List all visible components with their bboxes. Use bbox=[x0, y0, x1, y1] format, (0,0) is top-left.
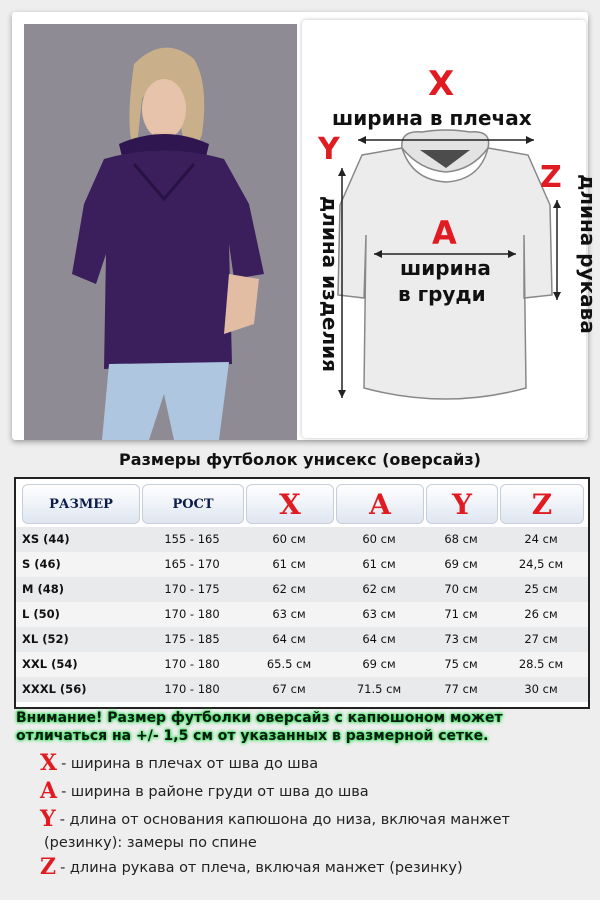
table-row bbox=[16, 627, 588, 652]
header-z: Z bbox=[500, 484, 584, 524]
legend-item-x bbox=[40, 752, 580, 775]
diagram-a-label-1: ширина bbox=[400, 256, 491, 280]
legend-x-text: - ширина в плечах от шва до шва bbox=[61, 756, 319, 772]
cell-z: 30 см bbox=[524, 682, 558, 696]
table-title: Размеры футболок унисекс (оверсайз) bbox=[119, 450, 481, 469]
cell-y: 71 см bbox=[444, 607, 478, 621]
table-row bbox=[16, 577, 588, 602]
header-x: X bbox=[246, 484, 334, 524]
cell-height: 170 - 175 bbox=[164, 582, 220, 596]
diagram-a-label-2: в груди bbox=[398, 282, 486, 306]
diagram-z-letter: Z bbox=[540, 160, 562, 195]
cell-y: 70 см bbox=[444, 582, 478, 596]
cell-a: 61 см bbox=[362, 557, 396, 571]
legend-y-text-1: - длина от основания капюшона до низа, включая манжет bbox=[59, 812, 511, 828]
cell-z: 27 см bbox=[524, 632, 558, 646]
table-header bbox=[16, 479, 588, 527]
cell-size: M (48) bbox=[22, 582, 64, 596]
cell-x: 61 см bbox=[272, 557, 306, 571]
diagram-a-letter: A bbox=[432, 214, 457, 252]
diagram-y-label: длина изделия bbox=[317, 196, 342, 372]
legend-z-text: - длина рукава от плеча, включая манжет (резинку) bbox=[60, 860, 463, 876]
cell-a: 62 см bbox=[362, 582, 396, 596]
warning-line-2: отличаться на +/- 1,5 см от указанных в размерной сетке. bbox=[16, 728, 489, 744]
cell-x: 67 см bbox=[272, 682, 306, 696]
cell-z: 28.5 см bbox=[518, 657, 564, 671]
cell-a: 69 см bbox=[362, 657, 396, 671]
legend-y-text-2: (резинку): замеры по спине bbox=[44, 835, 257, 851]
header-y: Y bbox=[426, 484, 498, 524]
diagram-z-label: длина рукава bbox=[575, 174, 600, 334]
cell-x: 62 см bbox=[272, 582, 306, 596]
cell-a: 63 см bbox=[362, 607, 396, 621]
size-warning bbox=[16, 709, 586, 745]
legend-y-letter: Y bbox=[40, 806, 56, 832]
diagram-x-label: ширина в плечах bbox=[332, 106, 532, 130]
cell-y: 77 см bbox=[444, 682, 478, 696]
cell-height: 165 - 170 bbox=[164, 557, 220, 571]
legend-z-letter: Z bbox=[40, 854, 57, 880]
measurement-diagram bbox=[302, 20, 600, 438]
cell-size: XS (44) bbox=[22, 532, 70, 546]
cell-z: 24,5 см bbox=[518, 557, 564, 571]
cell-size: XL (52) bbox=[22, 632, 69, 646]
cell-x: 63 см bbox=[272, 607, 306, 621]
cell-height: 175 - 185 bbox=[164, 632, 220, 646]
table-row bbox=[16, 527, 588, 552]
legend-a-letter: A bbox=[40, 778, 58, 804]
header-height: РОСТ bbox=[142, 484, 244, 524]
product-photo bbox=[24, 24, 297, 440]
cell-x: 64 см bbox=[272, 632, 306, 646]
cell-height: 170 - 180 bbox=[164, 607, 220, 621]
product-card bbox=[12, 12, 600, 440]
cell-x: 60 см bbox=[272, 532, 306, 546]
cell-size: S (46) bbox=[22, 557, 61, 571]
cell-y: 69 см bbox=[444, 557, 478, 571]
cell-y: 73 см bbox=[444, 632, 478, 646]
legend-item-y-cont bbox=[44, 832, 584, 854]
cell-height: 170 - 180 bbox=[164, 682, 220, 696]
cell-size: L (50) bbox=[22, 607, 60, 621]
cell-height: 155 - 165 bbox=[164, 532, 220, 546]
cell-z: 24 см bbox=[524, 532, 558, 546]
cell-a: 71.5 см bbox=[356, 682, 402, 696]
table-row bbox=[16, 677, 588, 702]
cell-size: XXL (54) bbox=[22, 657, 78, 671]
cell-height: 170 - 180 bbox=[164, 657, 220, 671]
cell-x: 65.5 см bbox=[266, 657, 312, 671]
legend-a-text: - ширина в районе груди от шва до шва bbox=[61, 784, 369, 800]
cell-size: XXXL (56) bbox=[22, 682, 87, 696]
legend-item-z bbox=[40, 856, 580, 879]
diagram-y-letter: Y bbox=[318, 132, 340, 167]
table-row bbox=[16, 602, 588, 627]
table-row bbox=[16, 652, 588, 677]
cell-a: 60 см bbox=[362, 532, 396, 546]
header-a: A bbox=[336, 484, 424, 524]
cell-a: 64 см bbox=[362, 632, 396, 646]
cell-z: 25 см bbox=[524, 582, 558, 596]
size-table bbox=[14, 477, 590, 709]
cell-y: 75 см bbox=[444, 657, 478, 671]
warning-line-1: Внимание! Размер футболки оверсайз с капюшоном может bbox=[16, 710, 503, 726]
cell-y: 68 см bbox=[444, 532, 478, 546]
model-image bbox=[24, 24, 297, 440]
cell-z: 26 см bbox=[524, 607, 558, 621]
legend-item-a bbox=[40, 780, 580, 803]
diagram-x-letter: X bbox=[428, 64, 455, 104]
header-size: РАЗМЕР bbox=[22, 484, 140, 524]
legend-x-letter: X bbox=[40, 750, 58, 776]
legend-item-y bbox=[40, 808, 580, 831]
table-row bbox=[16, 552, 588, 577]
